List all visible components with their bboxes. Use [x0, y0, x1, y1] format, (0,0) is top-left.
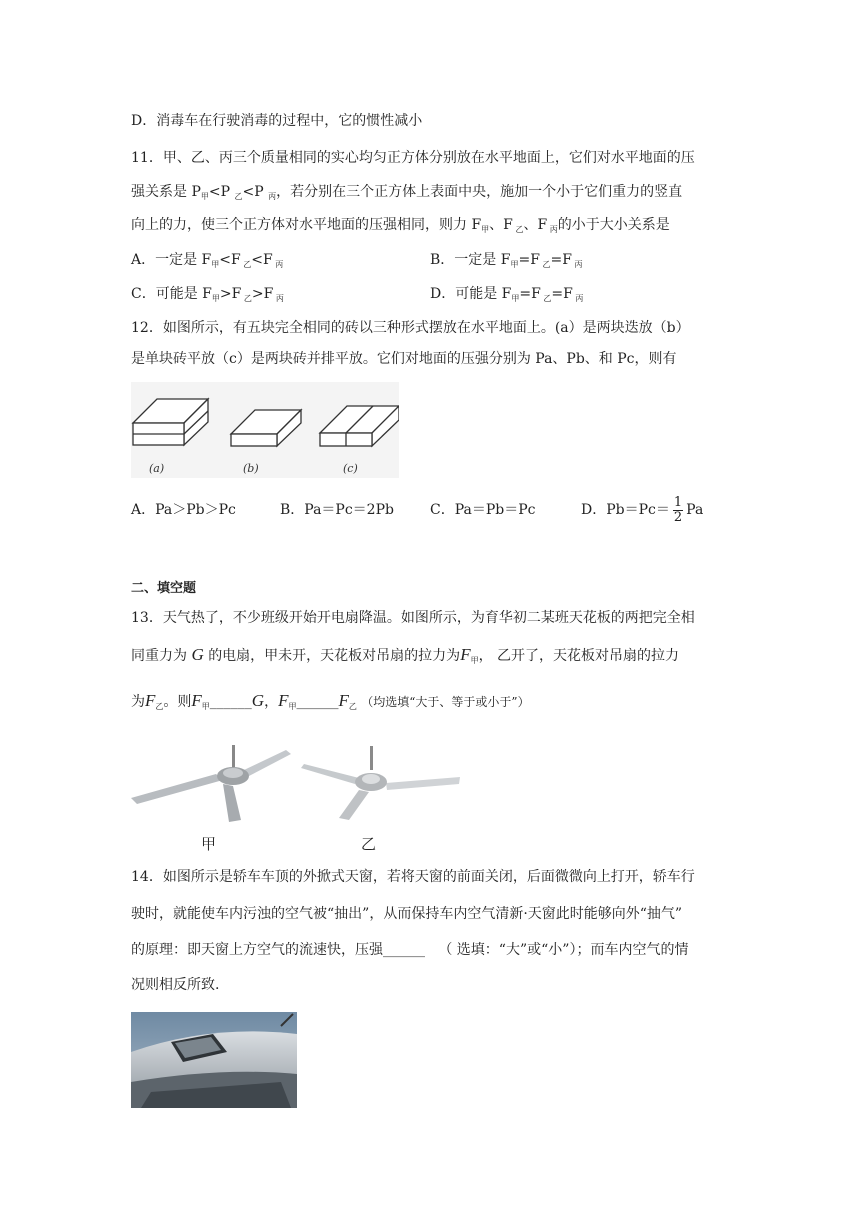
q13-stem-line-1: 13．天气热了，不少班级开始开电扇降温。如图所示，为育华初二某班天花板的两把完全相 [131, 610, 695, 626]
q11-option-d[interactable]: D．可能是 $F_甲=F$ $_乙$=F $_丙$ [430, 286, 584, 303]
q12-option-b[interactable]: B．Pa＝Pc＝2Pb [280, 502, 394, 518]
figure-label-a: (a) [149, 462, 165, 475]
fan-label-jia: 甲 [201, 835, 217, 853]
q11-stem-line-3: 向上的力，使三个正方体对水平地面的压强相同，则力 $F_甲$、F $_乙$、F $_丙$的小于大小关系是 [131, 217, 670, 234]
q12-option-d[interactable]: D．Pb＝Pc＝ $\frac{1}{2}$ Pa [581, 494, 704, 525]
car-sunroof-photo [131, 1012, 297, 1108]
q12-stem-line-1: 12．如图所示，有五块完全相同的砖以三种形式摆放在水平地面上。(a）是两块迭放（b） [131, 320, 690, 336]
section-title-fill-in: 二、填空题 [131, 581, 197, 596]
q14-stem-line-3: 的原理：即天窗上方空气的流速快，压强______ （ 选填：“大”或“小”）；而车内空气的情 [131, 942, 689, 958]
q11-stem-line-2: 强关系是 $P_甲<P$ $_乙$<P $_丙$，若分别在三个正方体上表面中央，施加一个小于它们重力的竖直 [131, 184, 683, 201]
q11-stem-line-1: 11．甲、乙、丙三个质量相同的实心均匀正方体分别放在水平地面上，它们对水平地面的压 [131, 150, 695, 166]
q12-option-a[interactable]: A．Pa＞Pb＞Pc [131, 502, 236, 518]
q14-blank[interactable]: ______ [383, 942, 425, 958]
q12-option-c[interactable]: C．Pa＝Pb＝Pc [430, 502, 536, 518]
bricks-diagram [131, 382, 399, 478]
q13-stem-line-3: 为$F_乙$。则$F_甲\_\_\_\_\_\_G$，$F_甲\_\_\_\_\_\_F_乙$ （均选填“大于、等于或小于”） [131, 691, 530, 711]
ceiling-fan-jia [131, 745, 291, 822]
q11-option-a[interactable]: A．一定是 $F_甲<F$ $_乙$<F $_丙$ [131, 252, 284, 269]
bricks-figure [131, 382, 399, 478]
car-sunroof-figure [131, 1012, 297, 1108]
fraction-one-half: $\frac{1}{2}$ [673, 494, 683, 525]
figure-label-b: (b) [243, 462, 259, 475]
q14-stem-line-1: 14．如图所示是轿车车顶的外掀式天窗，若将天窗的前面关闭，后面微微向上打开，轿车行 [131, 869, 695, 885]
q14-stem-line-4: 况则相反所致. [131, 977, 220, 993]
q13-stem-line-2: 同重力为 G 的电扇，甲未开，天花板对吊扇的拉力为$F_甲$， 乙开了，天花板对吊扇的拉力 [131, 645, 680, 665]
q13-blank-2[interactable]: ______ [296, 694, 339, 710]
q13-blank-1[interactable]: ______ [209, 694, 252, 710]
q11-option-c[interactable]: C．可能是 $F_甲>F$ $_乙$>F $_丙$ [131, 286, 284, 303]
figure-label-c: (c) [343, 462, 358, 475]
q10-option-d: D．消毒车在行驶消毒的过程中，它的惯性减小 [131, 113, 423, 129]
q14-stem-line-2: 驶时，就能使车内污浊的空气被“抽出”，从而保持车内空气清新·天窗此时能够向外“抽气” [131, 906, 683, 922]
q11-option-b[interactable]: B．一定是 $F_甲=F$ $_乙$=F $_丙$ [430, 252, 583, 269]
ceiling-fans-figure [131, 740, 461, 822]
ceiling-fans-image [131, 740, 461, 822]
fan-label-yi: 乙 [361, 835, 377, 853]
ceiling-fan-yi [301, 746, 460, 820]
q12-stem-line-2: 是单块砖平放（c）是两块砖并排平放。它们对地面的压强分别为 Pa、Pb、和 Pc，则有 [131, 351, 677, 367]
